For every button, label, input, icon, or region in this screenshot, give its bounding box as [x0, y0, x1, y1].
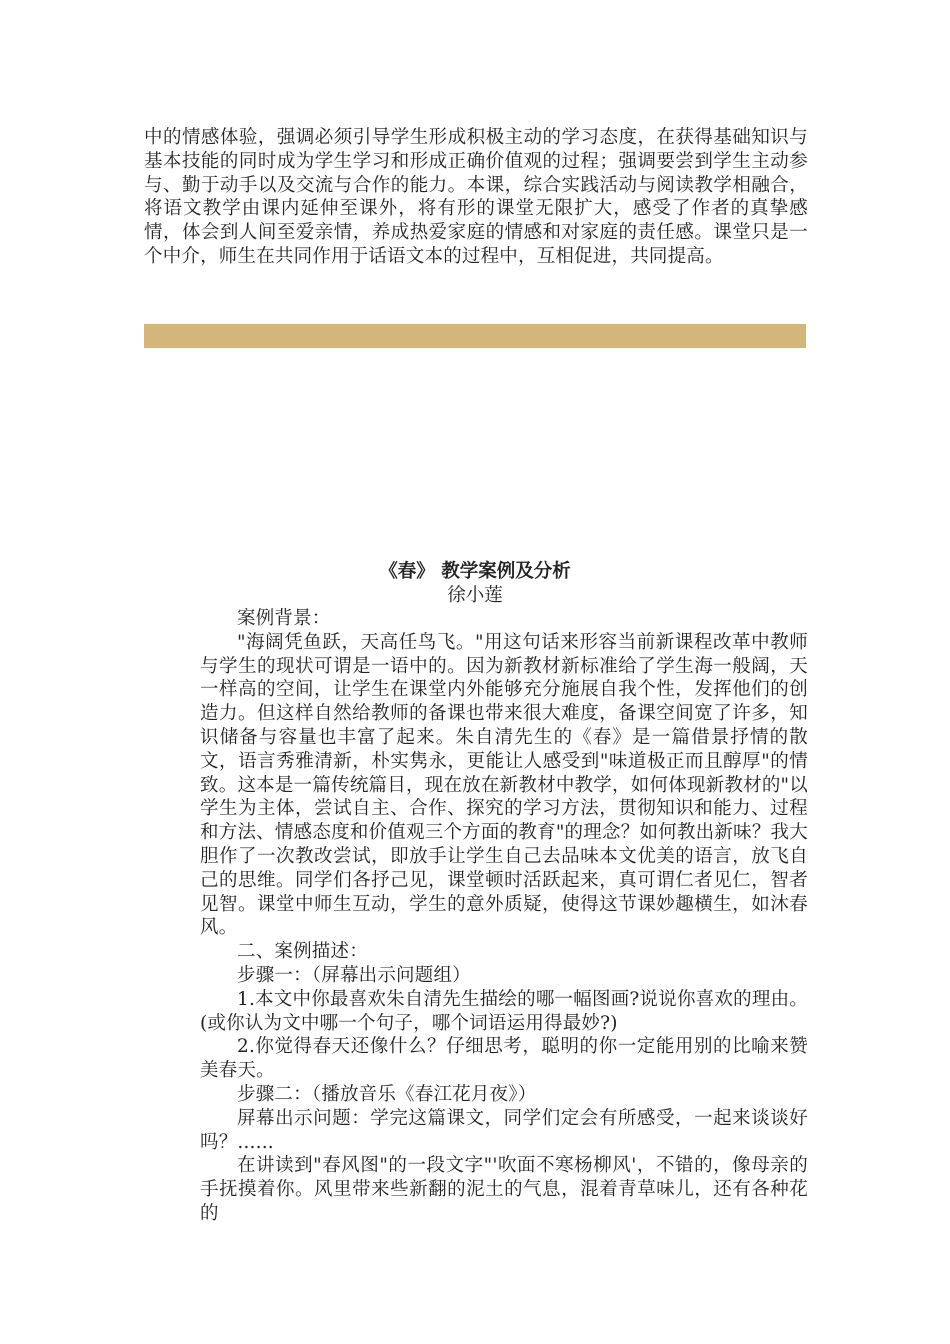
- intro-text: 中的情感体验，强调必须引导学生形成积极主动的学习态度，在获得基础知识与基本技能的同时成为学生学习和形成正确价值观的过程；强调要尝到学生主动参与、勤于动手以及交流与合作的能力。本课，综合实践活动与阅读教学相融合，将语文教学由课内延伸至课外，将有形的课堂无限扩大，感受了作者的真挚感情，体会到人间至爱亲情，养成热爱家庭的情感和对家庭的责任感。课堂只是一个中介，师生在共同作用于话语文本的过程中，互相促进，共同提高。: [144, 127, 808, 267]
- paragraph-spring-wind: 在讲读到"春风图"的一段文字"'吹面不寒杨柳风'，不错的，像母亲的手抚摸着你。风里带来些新翻的泥土的气息，混着青草味儿，还有各种花的: [200, 1155, 808, 1224]
- paragraph-case-description-heading: 二、案例描述：: [237, 941, 368, 963]
- article-author: 徐小莲: [447, 585, 503, 606]
- section-divider-bar: [144, 324, 806, 348]
- article-title: 《春》 教学案例及分析: [379, 561, 571, 582]
- paragraph-step-one: 步骤一：（屏幕出示问题组）: [237, 964, 471, 986]
- article-body: [200, 607, 808, 1226]
- paragraph-question-one: 1.本文中你最喜欢朱自清先生描绘的哪一幅图画?说说你喜欢的理由。(或你认为文中哪一个句子，哪个词语运用得最妙?): [200, 988, 808, 1034]
- paragraph-step-two: 步骤二：（播放音乐《春江花月夜》）: [237, 1083, 537, 1105]
- paragraph-case-background-heading: 案例背景：: [237, 608, 331, 629]
- paragraph-screen-question: 屏幕出示问题：学完这篇课文，同学们定会有所感受，一起来谈谈好吗？......: [200, 1107, 808, 1153]
- paragraph-case-background: "海阔凭鱼跃，天高任鸟飞。"用这句话来形容当前新课程改革中教师与学生的现状可谓是一语中的。因为新教材新标准给了学生海一般阔，天一样高的空间，让学生在课堂内外能够充分施展自我个性，发挥他们的创造力。但这样自然给教师的备课也带来很大难度，备课空间宽了许多，知识储备与容量也丰富了起来。朱自清先生的《春》是一篇借景抒情的散文，语言秀雅清新，朴实隽永，更能让人感受到"味道极正而且醇厚"的情致。这本是一篇传统篇目，现在放在新教材中教学，如何体现新教材的"以学生为主体，尝试自主、合作、探究的学习方法，贯彻知识和能力、过程和方法、情感态度和价值观三个方面的教育"的理念？如何教出新味？我大胆作了一次教改尝试，即放手让学生自己去品味本文优美的语言，放飞自己的思维。同学们各抒己见，课堂顿时活跃起来，真可谓仁者见仁，智者见智。课堂中师生互动，学生的意外质疑，使得这节课妙趣横生，如沐春风。: [200, 631, 808, 939]
- paragraph-question-two: 2.你觉得春天还像什么？仔细思考，聪明的你一定能用别的比喻来赞美春天。: [200, 1036, 808, 1082]
- intro-paragraph: [144, 126, 808, 269]
